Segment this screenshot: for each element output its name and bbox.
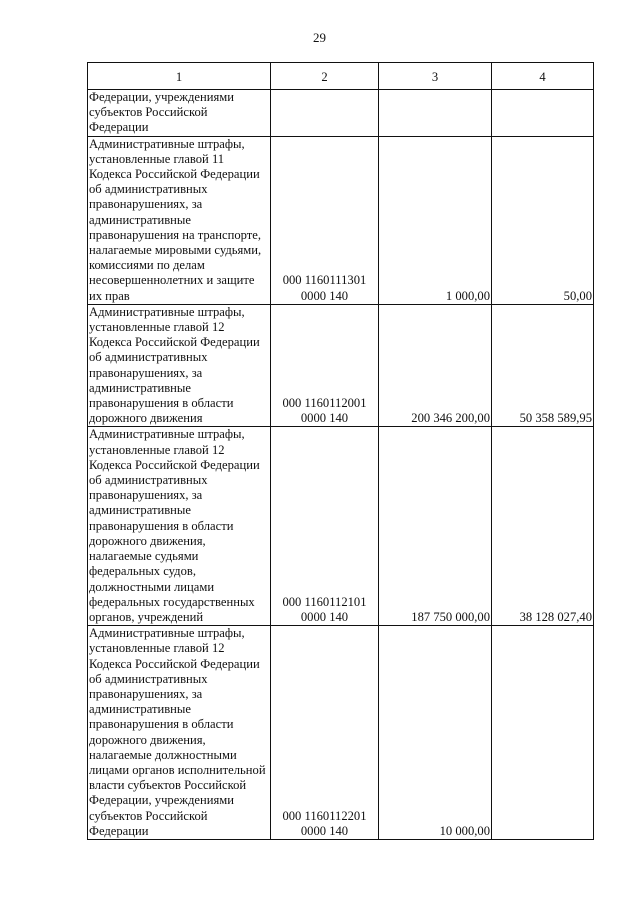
row-name-cell: Административные штрафы, установленные главой 11 Кодекса Российской Федерации об административных правонарушениях, за административные правонарушения на транспорте, налагаемые мировыми судьями, комиссиями по делам несовершеннолетних и защите их прав xyxy=(88,136,271,304)
row-name-cell: Федерации, учреждениями субъектов Российской Федерации xyxy=(88,90,271,137)
code-line-1: 000 1160111301 xyxy=(282,273,367,288)
column-header-3: 3 xyxy=(379,63,492,90)
code-line-1: 000 1160112001 xyxy=(282,396,367,411)
table-row xyxy=(88,304,594,427)
code-line-2: 0000 140 xyxy=(300,288,349,303)
row-code-cell xyxy=(271,304,379,427)
page-number: 29 xyxy=(313,30,326,45)
code-line-2: 0000 140 xyxy=(300,609,349,624)
column-header-1: 1 xyxy=(88,63,271,90)
table-row xyxy=(88,427,594,626)
table-row xyxy=(88,136,594,304)
row-value-4-cell xyxy=(492,626,594,840)
row-value-3-cell xyxy=(379,90,492,137)
row-value-4-cell: 50,00 xyxy=(492,136,594,304)
header-row xyxy=(88,63,594,90)
column-header-2: 2 xyxy=(271,63,379,90)
row-value-3-cell: 187 750 000,00 xyxy=(379,427,492,626)
row-code-cell xyxy=(271,136,379,304)
row-value-4-cell: 50 358 589,95 xyxy=(492,304,594,427)
row-value-4-cell: 38 128 027,40 xyxy=(492,427,594,626)
code-line-2: 0000 140 xyxy=(300,411,349,426)
row-name-cell: Административные штрафы, установленные главой 12 Кодекса Российской Федерации об административных правонарушениях, за административные правонарушения в области дорожного движения, налагаемые судьями федеральных судов, должностными лицами федеральных государственных органов, учреждений xyxy=(88,427,271,626)
row-value-3-cell: 1 000,00 xyxy=(379,136,492,304)
budget-table xyxy=(87,62,594,840)
row-value-4-cell xyxy=(492,90,594,137)
code-line-1: 000 1160112201 xyxy=(282,808,367,823)
row-code-cell xyxy=(271,626,379,840)
row-value-3-cell: 10 000,00 xyxy=(379,626,492,840)
code-line-1: 000 1160112101 xyxy=(282,594,367,609)
table-header xyxy=(88,63,594,90)
code-line-2: 0000 140 xyxy=(300,823,349,838)
row-value-3-cell: 200 346 200,00 xyxy=(379,304,492,427)
table-row xyxy=(88,626,594,840)
table-row xyxy=(88,90,594,137)
row-code-cell xyxy=(271,90,379,137)
row-name-cell: Административные штрафы, установленные главой 12 Кодекса Российской Федерации об административных правонарушениях, за административные правонарушения в области дорожного движения, налагаемые должностными лицами органов исполнительной власти субъектов Российской Федерации, учреждениями субъектов Российской Федерации xyxy=(88,626,271,840)
row-name-cell: Административные штрафы, установленные главой 12 Кодекса Российской Федерации об административных правонарушениях, за административные правонарушения в области дорожного движения xyxy=(88,304,271,427)
row-code-cell xyxy=(271,427,379,626)
table-body xyxy=(88,90,594,840)
column-header-4: 4 xyxy=(492,63,594,90)
